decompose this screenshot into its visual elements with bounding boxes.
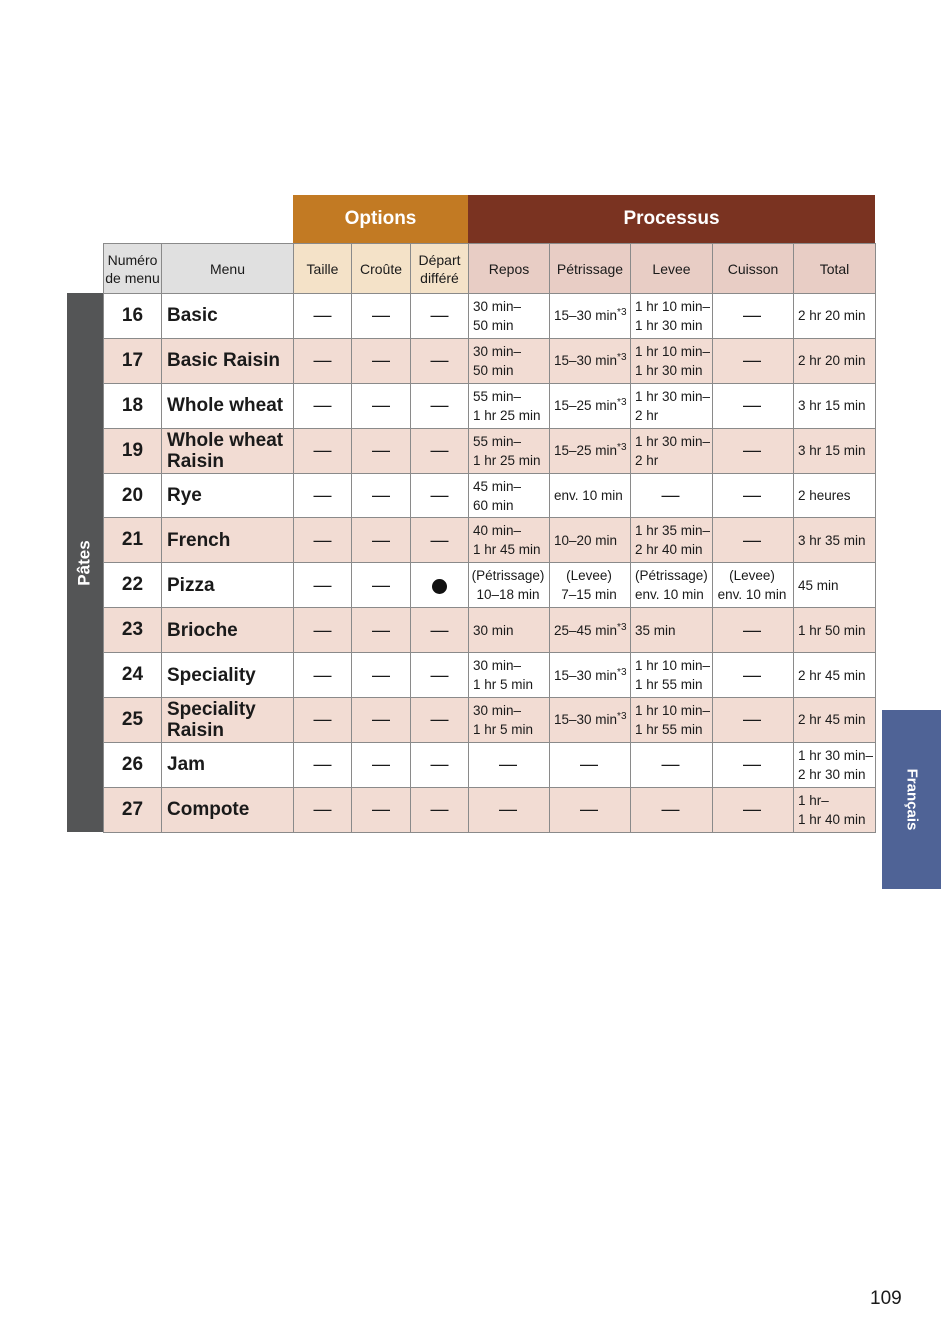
croute-cell: —: [352, 338, 411, 383]
petrissage-value: env. 10 min: [554, 488, 623, 503]
repos-cell: [469, 698, 550, 743]
levee-line: 1 hr 30 min: [635, 317, 703, 333]
petrissage-cell: [550, 698, 631, 743]
taille-cell: —: [294, 742, 352, 787]
petrissage-value: 15–25 min: [554, 443, 618, 459]
menu-name-line: Raisin: [167, 719, 225, 741]
taille-cell: —: [294, 698, 352, 743]
cuisson-cell: [713, 563, 794, 608]
total-line: 3 hr 35 min: [798, 532, 866, 548]
menu-number-cell: 21: [104, 518, 162, 563]
menu-name-cell: [162, 608, 294, 653]
total-line: 45 min: [798, 577, 839, 593]
petrissage-cell: [550, 608, 631, 653]
levee-cell: —: [631, 787, 713, 832]
menu-number-cell: 27: [104, 787, 162, 832]
croute-cell: —: [352, 294, 411, 339]
total-line: 1 hr 30 min–: [798, 747, 874, 763]
total-line: 2 hr 45 min: [798, 712, 866, 728]
croute-cell: —: [352, 608, 411, 653]
levee-cell: [631, 518, 713, 563]
repos-line: (Pétrissage): [471, 568, 545, 584]
cuisson-cell: —: [713, 473, 794, 518]
repos-cell: [469, 338, 550, 383]
col-header-total: Total: [794, 244, 876, 294]
levee-cell: [631, 383, 713, 428]
depart-cell: —: [411, 428, 469, 473]
repos-line: 30 min–: [473, 343, 522, 359]
levee-line: 1 hr 30 min–: [635, 433, 711, 449]
levee-line: 1 hr 10 min–: [635, 658, 711, 674]
menu-name-line: Pizza: [167, 574, 215, 596]
levee-cell: —: [631, 473, 713, 518]
table-row: [104, 653, 876, 698]
taille-cell: —: [294, 563, 352, 608]
col-header-croute: Croûte: [352, 244, 411, 294]
petrissage-value: 15–30 min: [554, 308, 618, 324]
petrissage-line: 7–15 min: [561, 587, 617, 603]
petrissage-value: 25–45 min: [554, 622, 618, 638]
petrissage-value: 15–30 min: [554, 353, 618, 369]
total-line: 2 hr 30 min: [798, 766, 866, 782]
processus-group-label: Processus: [623, 208, 720, 229]
menu-number-cell: 18: [104, 383, 162, 428]
total-cell: [794, 563, 876, 608]
table-row: [104, 518, 876, 563]
table-row: [104, 383, 876, 428]
levee-line: 2 hr: [635, 452, 659, 468]
depart-cell: —: [411, 518, 469, 563]
levee-cell: [631, 428, 713, 473]
menu-name-line: Raisin: [167, 450, 225, 472]
menu-name-cell: [162, 473, 294, 518]
cuisson-cell: —: [713, 608, 794, 653]
program-table: [103, 243, 876, 833]
options-group-label: Options: [344, 208, 417, 229]
repos-line: 30 min–: [473, 298, 522, 314]
menu-number-cell: 17: [104, 338, 162, 383]
total-line: 2 heures: [798, 488, 851, 503]
total-cell: [794, 428, 876, 473]
total-cell: [794, 742, 876, 787]
col-header-numero-line: de menu: [105, 269, 160, 286]
levee-line: 2 hr 40 min: [635, 542, 703, 558]
repos-line: 30 min: [473, 622, 514, 638]
repos-line: 10–18 min: [476, 587, 540, 603]
repos-cell: [469, 608, 550, 653]
depart-cell: [411, 563, 469, 608]
croute-cell: —: [352, 653, 411, 698]
processus-group-header: [468, 195, 875, 243]
total-line: 1 hr–: [798, 792, 829, 808]
menu-number-cell: 19: [104, 428, 162, 473]
croute-cell: —: [352, 473, 411, 518]
levee-cell: [631, 338, 713, 383]
total-cell: [794, 338, 876, 383]
menu-name-cell: [162, 563, 294, 608]
taille-cell: —: [294, 653, 352, 698]
cuisson-cell: —: [713, 698, 794, 743]
repos-cell: [469, 473, 550, 518]
menu-name-cell: [162, 428, 294, 473]
menu-name-cell: [162, 383, 294, 428]
footnote-marker: *3: [617, 352, 627, 364]
total-line: 3 hr 15 min: [798, 443, 866, 459]
repos-cell: [469, 518, 550, 563]
croute-cell: —: [352, 787, 411, 832]
category-side-tab: [67, 293, 103, 832]
cuisson-cell: —: [713, 338, 794, 383]
total-line: 2 hr 20 min: [798, 308, 866, 324]
menu-name-line: Whole wheat: [167, 395, 284, 417]
menu-name-line: Compote: [167, 799, 250, 821]
table-row: [104, 742, 876, 787]
levee-cell: —: [631, 742, 713, 787]
menu-number-cell: 24: [104, 653, 162, 698]
levee-line: 2 hr: [635, 407, 659, 423]
cuisson-cell: —: [713, 787, 794, 832]
language-tab: [882, 710, 941, 889]
levee-line: 1 hr 55 min: [635, 677, 703, 693]
petrissage-cell: [550, 473, 631, 518]
petrissage-cell: [550, 383, 631, 428]
options-group-header: [293, 195, 468, 243]
total-cell: [794, 698, 876, 743]
table-row: [104, 787, 876, 832]
menu-name-line: Whole wheat: [167, 429, 284, 451]
depart-cell: —: [411, 653, 469, 698]
total-line: 3 hr 15 min: [798, 398, 866, 414]
repos-line: 1 hr 45 min: [473, 542, 541, 558]
taille-cell: —: [294, 294, 352, 339]
col-header-petrissage: Pétrissage: [550, 244, 631, 294]
depart-cell: —: [411, 338, 469, 383]
depart-cell: —: [411, 294, 469, 339]
petrissage-cell: [550, 294, 631, 339]
footnote-marker: *3: [617, 442, 627, 454]
category-label: Pâtes: [75, 539, 94, 586]
menu-name-line: French: [167, 529, 231, 551]
petrissage-cell: [550, 563, 631, 608]
cuisson-cell: —: [713, 294, 794, 339]
table-row: [104, 473, 876, 518]
repos-line: 40 min–: [473, 523, 522, 539]
repos-line: 1 hr 25 min: [473, 452, 541, 468]
table-row: [104, 608, 876, 653]
depart-cell: —: [411, 383, 469, 428]
menu-name-cell: [162, 742, 294, 787]
menu-name-line: Speciality: [167, 698, 256, 720]
cuisson-cell: —: [713, 518, 794, 563]
available-dot-icon: [432, 579, 447, 594]
table-row: [104, 428, 876, 473]
menu-name-line: Jam: [167, 754, 206, 776]
total-line: 1 hr 50 min: [798, 622, 866, 638]
menu-name-cell: [162, 338, 294, 383]
taille-cell: —: [294, 518, 352, 563]
levee-line: 1 hr 35 min–: [635, 523, 711, 539]
col-header-depart: [411, 244, 469, 294]
total-cell: [794, 608, 876, 653]
depart-cell: —: [411, 608, 469, 653]
levee-line: 1 hr 55 min: [635, 721, 703, 737]
croute-cell: —: [352, 383, 411, 428]
total-cell: [794, 653, 876, 698]
repos-line: 50 min: [473, 362, 514, 378]
repos-line: 60 min: [473, 497, 514, 513]
total-line: 2 hr 45 min: [798, 667, 866, 683]
petrissage-line: (Levee): [566, 568, 612, 584]
repos-cell: [469, 428, 550, 473]
menu-name-cell: [162, 787, 294, 832]
taille-cell: —: [294, 428, 352, 473]
footnote-marker: *3: [617, 666, 627, 678]
table-row: [104, 563, 876, 608]
repos-cell: [469, 294, 550, 339]
petrissage-cell: —: [550, 787, 631, 832]
petrissage-cell: —: [550, 742, 631, 787]
taille-cell: —: [294, 608, 352, 653]
repos-line: 1 hr 25 min: [473, 407, 541, 423]
croute-cell: —: [352, 742, 411, 787]
col-header-numero-line: Numéro: [107, 251, 158, 268]
menu-name-line: Brioche: [167, 619, 238, 641]
petrissage-value: 15–25 min: [554, 398, 618, 414]
croute-cell: —: [352, 563, 411, 608]
total-line: 2 hr 20 min: [798, 353, 866, 369]
col-header-depart-line: Départ: [418, 251, 461, 268]
levee-line: 1 hr 30 min–: [635, 388, 711, 404]
repos-line: 55 min–: [473, 388, 522, 404]
total-cell: [794, 383, 876, 428]
cuisson-line: (Levee): [729, 568, 775, 584]
table-row: [104, 698, 876, 743]
repos-cell: [469, 653, 550, 698]
cuisson-cell: —: [713, 653, 794, 698]
menu-number-cell: 16: [104, 294, 162, 339]
taille-cell: —: [294, 787, 352, 832]
col-header-levee: Levee: [631, 244, 713, 294]
total-line: 1 hr 40 min: [798, 811, 866, 827]
petrissage-cell: [550, 428, 631, 473]
cuisson-cell: —: [713, 383, 794, 428]
footnote-marker: *3: [617, 621, 627, 633]
taille-cell: —: [294, 338, 352, 383]
levee-line: env. 10 min: [635, 587, 704, 603]
col-header-taille: Taille: [294, 244, 352, 294]
levee-cell: [631, 653, 713, 698]
total-cell: [794, 294, 876, 339]
petrissage-value: 15–30 min: [554, 667, 618, 683]
total-cell: [794, 518, 876, 563]
total-cell: [794, 473, 876, 518]
page-number: 109: [870, 1288, 902, 1309]
levee-cell: [631, 698, 713, 743]
menu-name-cell: [162, 294, 294, 339]
petrissage-cell: [550, 653, 631, 698]
levee-line: 1 hr 10 min–: [635, 702, 711, 718]
levee-line: 1 hr 10 min–: [635, 343, 711, 359]
col-header-menu: Menu: [162, 244, 294, 294]
petrissage-cell: [550, 338, 631, 383]
petrissage-value: 15–30 min: [554, 712, 618, 728]
table-row: [104, 338, 876, 383]
repos-cell: [469, 563, 550, 608]
depart-cell: —: [411, 698, 469, 743]
table-row: [104, 294, 876, 339]
footnote-marker: *3: [617, 397, 627, 409]
footnote-marker: *3: [617, 711, 627, 723]
menu-number-cell: 23: [104, 608, 162, 653]
col-header-repos: Repos: [469, 244, 550, 294]
levee-cell: [631, 608, 713, 653]
croute-cell: —: [352, 518, 411, 563]
menu-number-cell: 22: [104, 563, 162, 608]
depart-cell: —: [411, 787, 469, 832]
menu-name-line: Basic: [167, 305, 218, 327]
table-body: [104, 294, 876, 833]
repos-line: 1 hr 5 min: [473, 677, 534, 693]
footnote-marker: *3: [617, 307, 627, 319]
petrissage-cell: [550, 518, 631, 563]
col-header-depart-line: différé: [420, 269, 459, 286]
levee-line: 1 hr 10 min–: [635, 298, 711, 314]
menu-number-cell: 25: [104, 698, 162, 743]
col-header-numero: [104, 244, 162, 294]
menu-name-line: Basic Raisin: [167, 350, 280, 372]
depart-cell: —: [411, 742, 469, 787]
menu-name-cell: [162, 518, 294, 563]
menu-number-cell: 20: [104, 473, 162, 518]
repos-line: 55 min–: [473, 433, 522, 449]
petrissage-value: 10–20 min: [554, 532, 618, 548]
croute-cell: —: [352, 428, 411, 473]
repos-cell: —: [469, 742, 550, 787]
repos-line: 50 min: [473, 317, 514, 333]
total-cell: [794, 787, 876, 832]
cuisson-line: env. 10 min: [717, 587, 787, 603]
column-header-row: [104, 244, 876, 294]
taille-cell: —: [294, 383, 352, 428]
levee-line: 35 min: [635, 622, 676, 638]
cuisson-cell: —: [713, 428, 794, 473]
depart-cell: —: [411, 473, 469, 518]
repos-line: 45 min–: [473, 478, 522, 494]
repos-cell: [469, 383, 550, 428]
menu-name-line: Rye: [167, 485, 202, 506]
croute-cell: —: [352, 698, 411, 743]
levee-cell: [631, 294, 713, 339]
repos-line: 1 hr 5 min: [473, 721, 534, 737]
taille-cell: —: [294, 473, 352, 518]
levee-line: (Pétrissage): [635, 568, 708, 584]
menu-name-cell: [162, 698, 294, 743]
levee-line: 1 hr 30 min: [635, 362, 703, 378]
menu-name-line: Speciality: [167, 664, 256, 686]
menu-number-cell: 26: [104, 742, 162, 787]
repos-line: 30 min–: [473, 658, 522, 674]
language-label: Français: [903, 768, 921, 831]
levee-cell: [631, 563, 713, 608]
repos-cell: —: [469, 787, 550, 832]
repos-line: 30 min–: [473, 702, 522, 718]
col-header-cuisson: Cuisson: [713, 244, 794, 294]
cuisson-cell: —: [713, 742, 794, 787]
menu-name-cell: [162, 653, 294, 698]
